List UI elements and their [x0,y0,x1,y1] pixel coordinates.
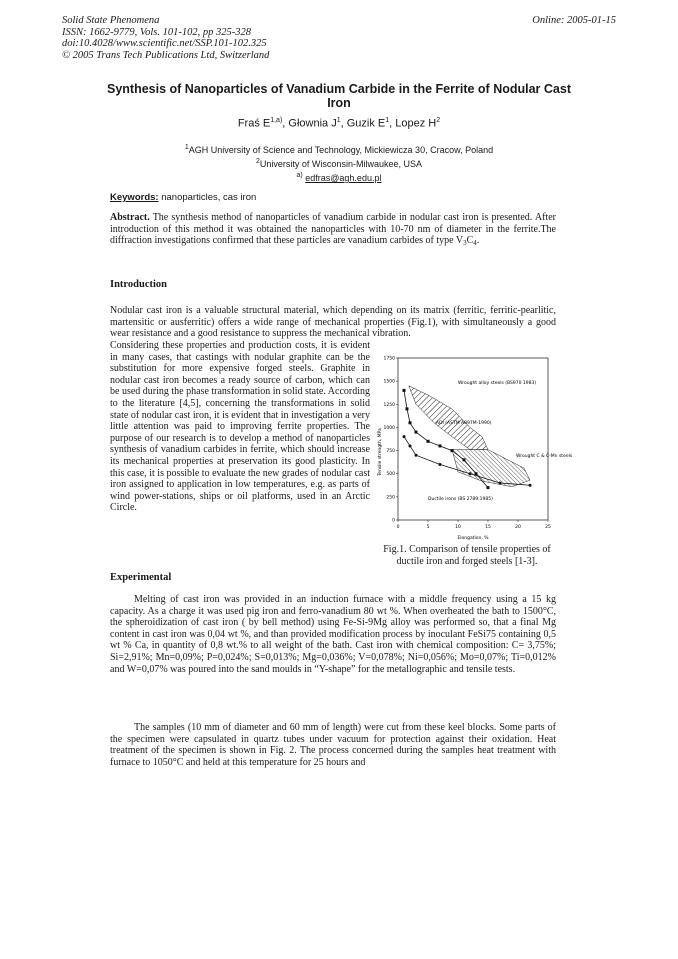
issn-line: ISSN: 1662-9779, Vols. 101-102, pp 325-328 [62,26,251,38]
abstract-label: Abstract. [110,212,150,223]
keywords-label: Keywords: [110,192,159,203]
x-tick-label: 25 [545,525,551,530]
author: Lopez H [395,117,437,130]
email-link[interactable]: edfras@agh.edu.pl [305,173,382,183]
keywords-text: nanoparticles, cas iron [161,192,257,203]
x-tick-label: 10 [455,525,461,530]
region-label-wrought-alloy: Wrought alloy steels (BS970 1983) [458,381,537,386]
data-point [409,444,412,447]
figure-1 [376,352,573,541]
x-tick-label: 20 [515,525,521,530]
experimental-paragraph-2: The samples (10 mm of diameter and 60 mm of length) were cut from these keel blocks. Some parts of the specimen were capsulated in quartz tubes under vacuum for protection against their oxidation. Heat treatment of the specimen is shown in Fig. 2. The process concerned during the samples heat treatment with furnace to 1050°C and held at this temperature for 25 hours and [110,722,556,768]
y-tick-label: 0 [392,518,395,524]
data-point [451,449,454,452]
data-point [406,407,409,410]
data-point [487,486,490,489]
journal-name: Solid State Phenomena [62,15,160,26]
y-axis-label: Tensile strength, MPa [378,428,383,476]
y-tick-label: 1000 [383,425,395,431]
y-tick-label: 750 [386,449,395,455]
y-tick-label: 1250 [383,402,395,408]
data-point [403,389,406,392]
intro-paragraph-2: Considering these properties and production costs, it is evident in many cases, that castings with nodular graphite can be the substitution for more expensive forged steels. Graphite in nodular cast iron becomes a ready source of carbon, which can be used during the phase transformation in solid state. According to the literature [4,5], concerning the transformations in solid state of nodular cast iron, it is evident that in investigation a very little attention was paid to improving ferrite properties. The purpose of our research is to develop a method of nanoparticles synthesis of vanadium carbides in ferrite, which should increase its mechanical properties at preservation its good plasticity. In this case, it is possible to evaluate the new grades of nodular cast iron assigned to application in low temperatures, e.g. as parts of wind power-stations, ships or oil platforms, used in an Arctic Circle. [110,340,370,514]
email-line: $^{a)}$ edfras@agh.edu.pl [296,172,382,183]
data-point [439,444,442,447]
series-label-adi: ADI (ASTM A897M-1990) [436,421,492,426]
author-line: Fraś E$^{1,a)}$, Głownia $J^1$, Guzik $E^1$, Lopez $H^2$ [237,117,441,130]
intro-paragraph-1: Nodular cast iron is a valuable structural material, which depending on its matrix (ferritic, ferritic-pearlitic, martensitic or ausferritic) offers a wide range of mechanical properties (Fig.1), with simultaneously a good wear resistance and a good resistance to suppress the mechanical vibration. [110,305,556,340]
y-tick-label: 1750 [383,356,395,362]
data-point [463,458,466,461]
experimental-heading: Experimental [110,572,172,583]
figure-caption: Fig.1. Comparison of tensile properties of ductile iron and forged steels [1-3]. [383,544,551,567]
region-wrought-alloy-steels [409,386,488,450]
y-tick-label: 1500 [383,379,395,385]
y-tick-label: 500 [386,472,395,478]
data-point [409,421,412,424]
keywords [110,192,256,203]
author: Guzik E [346,117,386,130]
data-point [403,435,406,438]
x-tick-label: 0 [396,525,400,530]
data-point [415,454,418,457]
doi-line: doi:10.4028/www.scientific.net/SSP.101-102.325 [62,38,267,49]
data-point [439,463,442,466]
experimental-paragraph-1: Melting of cast iron was provided in an induction furnace with a middle frequency using a 15 kg capacity. As a charge it was used pig iron and ferro-vanadium 80 wt %. When overheated the bath to 1500°C, the spheroidization of cast iron ( by bell method) using Fe-Si-9Mg alloy was performed so, that a final Mg content in cast iron was 0,04 wt %, and than provided modification process by inoculant FeSi75 containing 0,5 wt % Ca, in quantity of 0,8 wt.% to all weight of the bath. Cast iron with chemical composition: C= 3,75%; Si=2,91%; Mn=0,09%; P=0,024%; S=0,013%; Mg=0,036%; V=0,078%; Ni=0,056%; Mo=0,07%; Ti=0,012% and W=0,07% was poured into the sand moulds in “Y-shape” for the metallographic and tensile tests. [110,594,556,675]
x-tick-label: 15 [485,525,491,530]
y-tick-label: 250 [386,495,395,501]
author: Fraś E [237,117,271,130]
data-point [415,431,418,434]
abstract: Abstract. The synthesis method of nanoparticles of vanadium carbide in nodular cast iron is presented. After introduction of this method it was obtained the nanoparticles with 10-70 nm of diameter in the ferrite.The diffraction investigations confirmed that these particles are vanadium carbides of type $V_3C_4$. [110,212,556,248]
copyright-line: © 2005 Trans Tech Publications Ltd, Switzerland [62,49,270,61]
introduction-heading: Introduction [110,279,167,290]
affiliation: $^2$University of Wisconsin-Milwaukee, USA [256,158,422,169]
author: Głownia J [288,117,337,130]
data-point [475,472,478,475]
data-point [427,440,430,443]
x-axis-label: Elongation, % [457,536,489,541]
journal-header [62,15,269,61]
region-label-wrought-c: Wrought C & C-Mn steels [516,454,573,459]
x-tick-label: 5 [426,525,430,530]
affiliations [90,142,588,170]
tensile-chart [376,352,573,541]
paper-title: Synthesis of Nanoparticles of Vanadium Carbide in the Ferrite of Nodular Cast Iron [107,82,571,110]
data-point [499,481,502,484]
affiliation: $^1$AGH University of Science and Technology, Mickiewicza 30, Cracow, Poland [184,144,494,155]
online-date: Online: 2005-01-15 [532,15,616,26]
data-point [529,484,532,487]
data-point [469,472,472,475]
series-label-ductile: Ductile irons (BS 2789:1985) [428,497,493,502]
